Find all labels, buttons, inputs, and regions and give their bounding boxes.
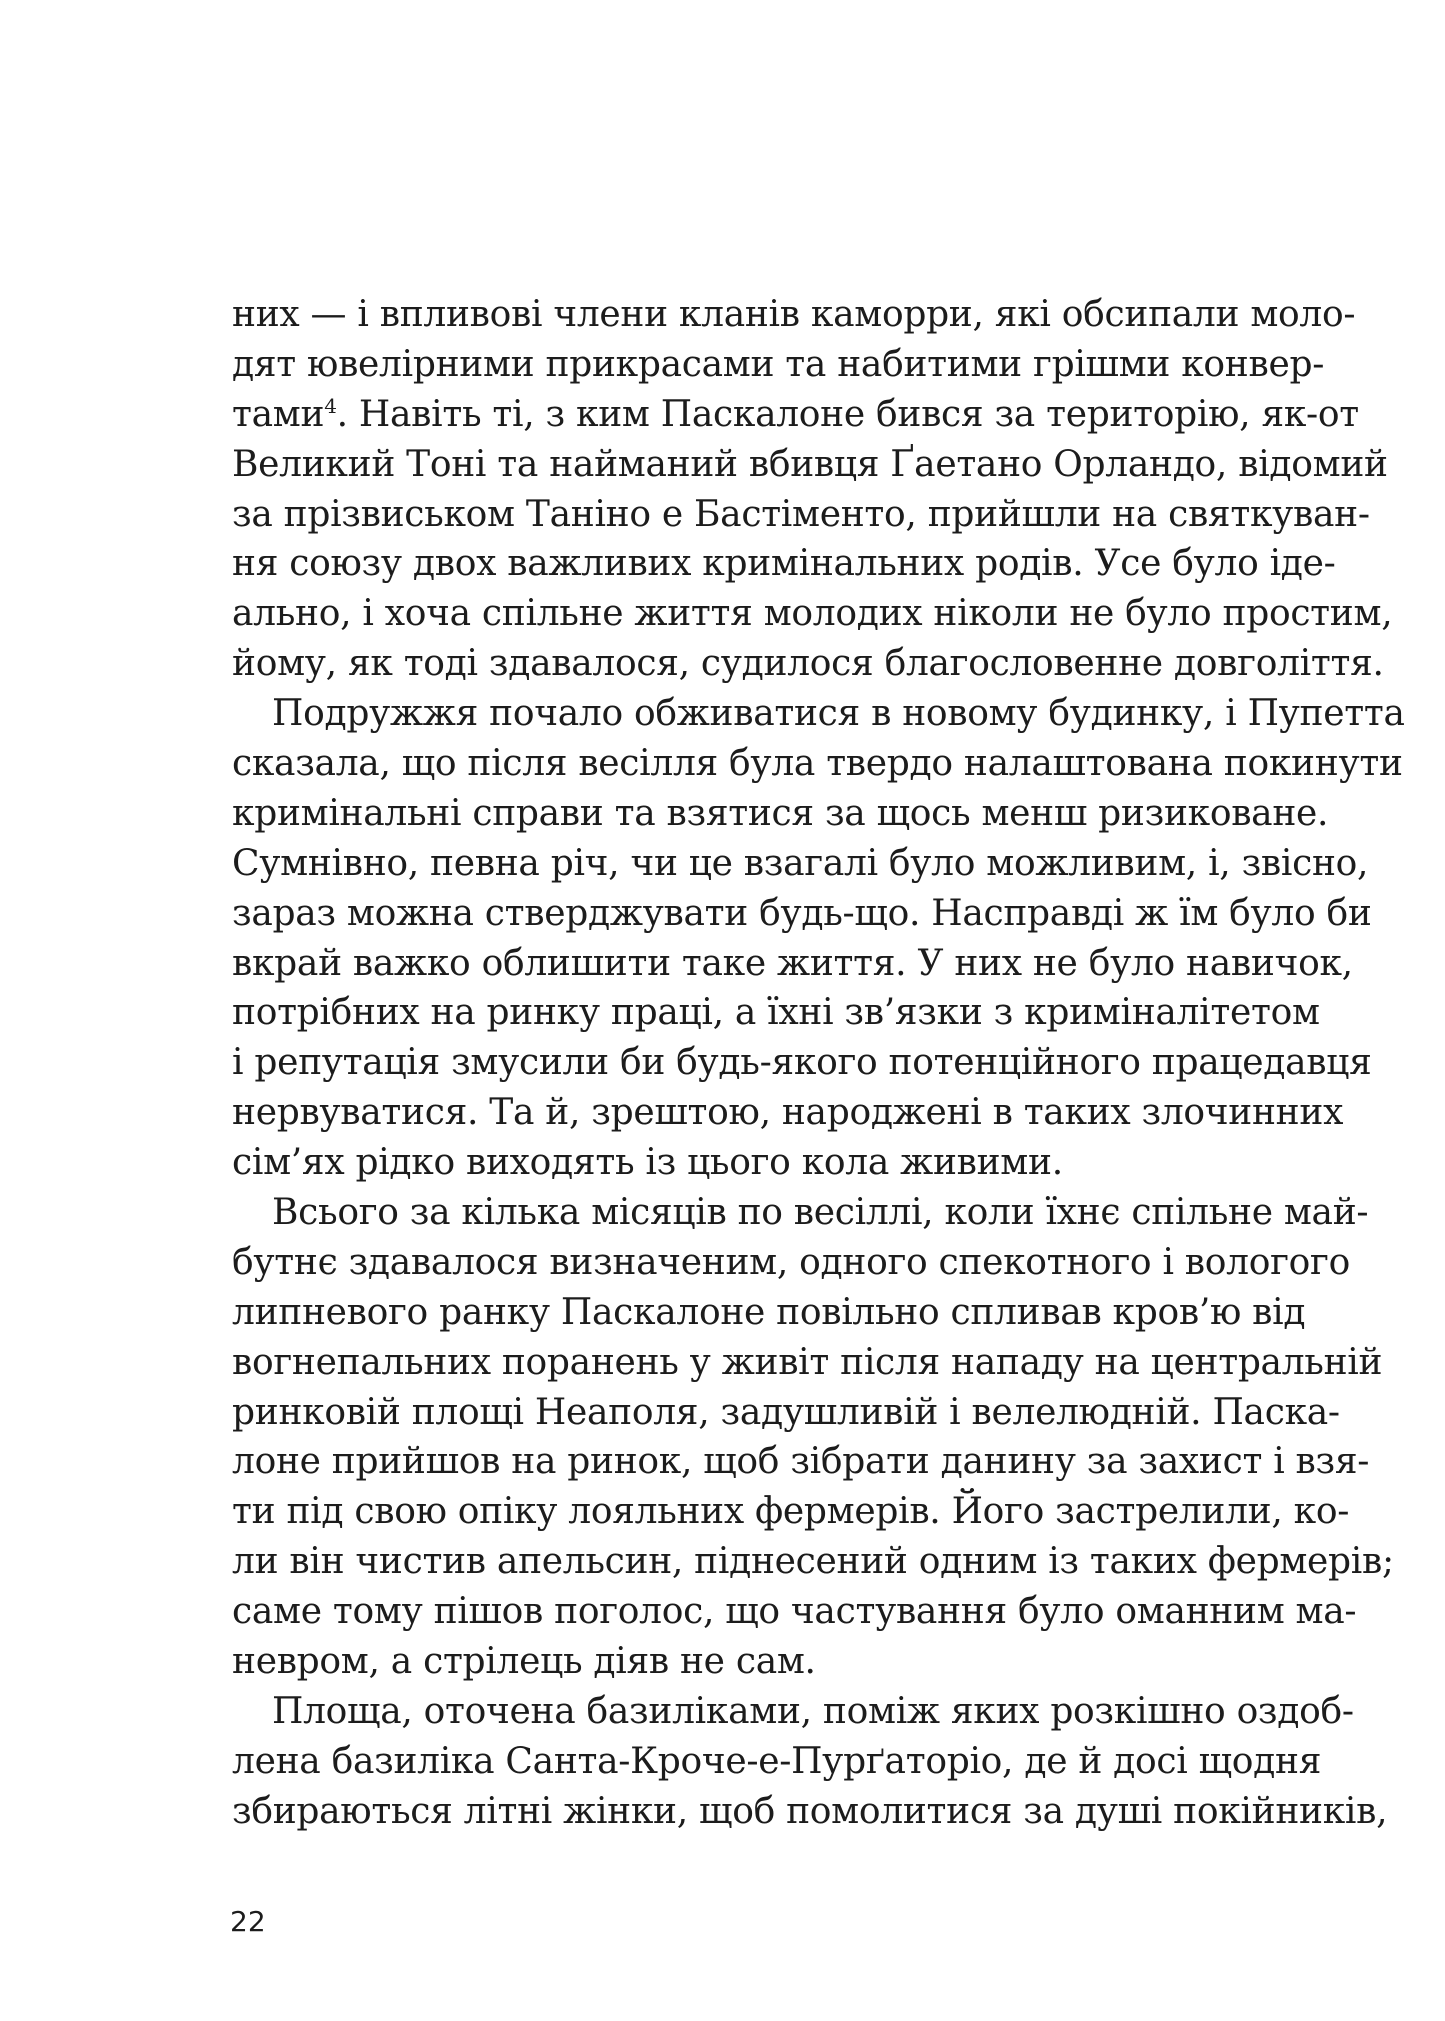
text-line: ня союзу двох важливих кримінальних родів. Усе було іде- (232, 543, 1336, 585)
text-line: йому, як тоді здавалося, судилося благословенне довголіття. (232, 643, 1384, 685)
text-fragment: . Навіть ті, з ким Паскалоне бився за територію, як-от (336, 393, 1359, 435)
text-line: зараз можна стверджувати будь-що. Насправді ж їм було би (232, 892, 1372, 934)
text-line: вкрай важко облишити таке життя. У них не було навичок, (232, 942, 1353, 984)
page-number: 22 (230, 1905, 266, 1938)
text-line: збираються літні жінки, щоб помолитися за душі покійників, (232, 1790, 1388, 1832)
body-text (232, 290, 1405, 1837)
text-line: саме тому пішов поголос, що частування було оманним ма- (232, 1591, 1357, 1633)
text-line: липневого ранку Паскалоне повільно спливав кров’ю від (232, 1291, 1306, 1333)
paragraph (232, 689, 1405, 1188)
text-line: Подружжя почало обживатися в новому будинку, і Пупетта (272, 693, 1405, 735)
text-line: дят ювелірними прикрасами та набитими грішми конвер- (232, 343, 1325, 385)
text-line: нервуватися. Та й, зрештою, народжені в таких злочинних (232, 1092, 1344, 1134)
paragraph (232, 1188, 1394, 1687)
text-line: сім’ях рідко виходять із цього кола живими. (232, 1142, 1063, 1184)
text-line: них — і впливові члени кланів каморри, які обсипали моло- (232, 294, 1356, 335)
text-line: лена базиліка Санта-Кроче-е-Пурґаторіо, де й досі щодня (232, 1740, 1322, 1782)
text-line: ринковій площі Неаполя, задушливій і велелюдній. Паска- (232, 1391, 1340, 1433)
text-line: за прізвиськом Таніно е Бастіменто, прийшли на святкуван- (232, 493, 1370, 535)
paragraph (232, 1687, 1388, 1837)
text-line: ально, і хоча спільне життя молодих ніколи не було простим, (232, 593, 1393, 635)
text-line: лоне прийшов на ринок, щоб зібрати данину за захист і взя- (232, 1441, 1370, 1483)
text-fragment: тами (232, 393, 325, 435)
text-line: ли він чистив апельсин, піднесений одним із таких фермерів; (232, 1541, 1394, 1583)
text-line (232, 390, 1359, 440)
text-line: потрібних на ринку праці, а їхні зв’язки з криміналітетом (232, 992, 1320, 1034)
text-line: кримінальні справи та взятися за щось менш ризиковане. (232, 792, 1329, 834)
text-line: вогнепальних поранень у живіт після нападу на центральній (232, 1341, 1383, 1383)
text-line: бутнє здавалося визначеним, одного спекотного і вологого (232, 1241, 1350, 1283)
text-line: ти під свою опіку лояльних фермерів. Його застрелили, ко- (232, 1491, 1350, 1533)
paragraph (232, 290, 1393, 689)
text-line: Великий Тоні та найманий вбивця Ґаетано Орландо, відомий (232, 443, 1388, 485)
text-line: Площа, оточена базиліками, поміж яких розкішно оздоб- (272, 1690, 1354, 1732)
text-line: і репутація змусили би будь-якого потенційного працедавця (232, 1042, 1372, 1084)
text-line: Всього за кілька місяців по весіллі, коли їхнє спільне май- (272, 1192, 1369, 1234)
text-line: Сумнівно, певна річ, чи це взагалі було можливим, і, звісно, (232, 842, 1369, 884)
footnote-reference[interactable]: 4 (324, 393, 337, 418)
text-line: сказала, що після весілля була твердо налаштована покинути (232, 743, 1403, 785)
text-line: невром, а стрілець діяв не сам. (232, 1641, 816, 1683)
